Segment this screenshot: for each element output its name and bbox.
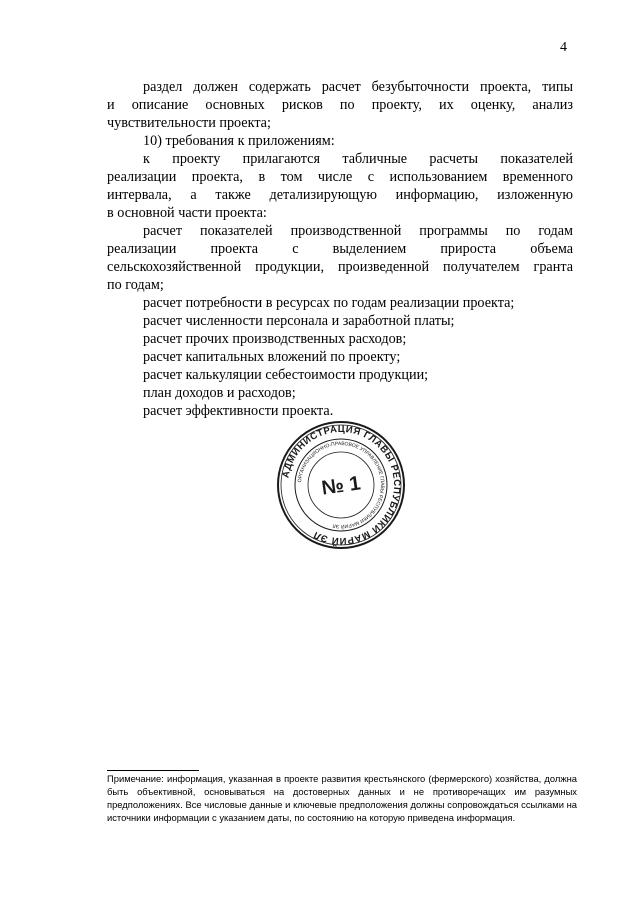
stamp-outer-text: АДМИНИСТРАЦИЯ ГЛАВЫ РЕСПУБЛИКИ МАРИЙ ЭЛ — [280, 423, 403, 547]
stamp-seal-icon — [275, 419, 407, 551]
list-item: расчет потребности в ресурсах по годам реализации проекта; — [143, 295, 515, 311]
list-item: расчет численности персонала и заработной платы; — [143, 313, 455, 329]
list-item: план доходов и расходов; — [143, 385, 296, 401]
official-stamp — [275, 419, 407, 551]
paragraph-line: сельскохозяйственной продукции, произведенной получателем гранта — [107, 259, 573, 275]
paragraph-line: реализации проекта с выделением прироста объема — [107, 241, 573, 257]
paragraph-line: в основной части проекта: — [107, 205, 267, 221]
paragraph-line: реализации проекта, в том числе с использованием временного — [107, 169, 573, 185]
paragraph-line: интервала, а также детализирующую информацию, изложенную — [107, 187, 573, 203]
list-item: расчет прочих производственных расходов; — [143, 331, 407, 347]
paragraph-line: 10) требования к приложениям: — [143, 133, 335, 149]
document-body — [107, 78, 573, 420]
page-number: 4 — [560, 40, 567, 55]
list-item: расчет калькуляции себестоимости продукции; — [143, 367, 429, 383]
paragraph-line: и описание основных рисков по проекту, их оценку, анализ — [107, 97, 573, 113]
stamp-inner-text: ОРГАНИЗАЦИОННО-ПРАВОВОЕ УПРАВЛЕНИЕ ГЛАВЫ РЕСПУБЛИКИ МАРИЙ ЭЛ — [297, 440, 386, 530]
paragraph-line: расчет показателей производственной программы по годам — [143, 223, 573, 239]
paragraph-line: чувствительности проекта; — [107, 115, 271, 131]
footnote-separator — [107, 770, 199, 771]
paragraph-line: к проекту прилагаются табличные расчеты показателей — [143, 151, 573, 167]
paragraph-line: раздел должен содержать расчет безубыточности проекта, типы — [143, 79, 573, 95]
footnote: Примечание: информация, указанная в проекте развития крестьянского (фермерского) хозяйства, должна быть объективной, основываться на достоверных данных и не противоречащих им разумных предположениях. Все числовые данные и ключевые предположения должны сопровождаться ссылками на источники информации с указанием даты, по состоянию на которую приведена информация. — [107, 773, 577, 823]
list-item: расчет капитальных вложений по проекту; — [143, 349, 401, 365]
list-item: расчет эффективности проекта. — [143, 403, 334, 419]
stamp-center-text: № 1 — [320, 472, 362, 500]
paragraph-line: по годам; — [107, 277, 164, 293]
